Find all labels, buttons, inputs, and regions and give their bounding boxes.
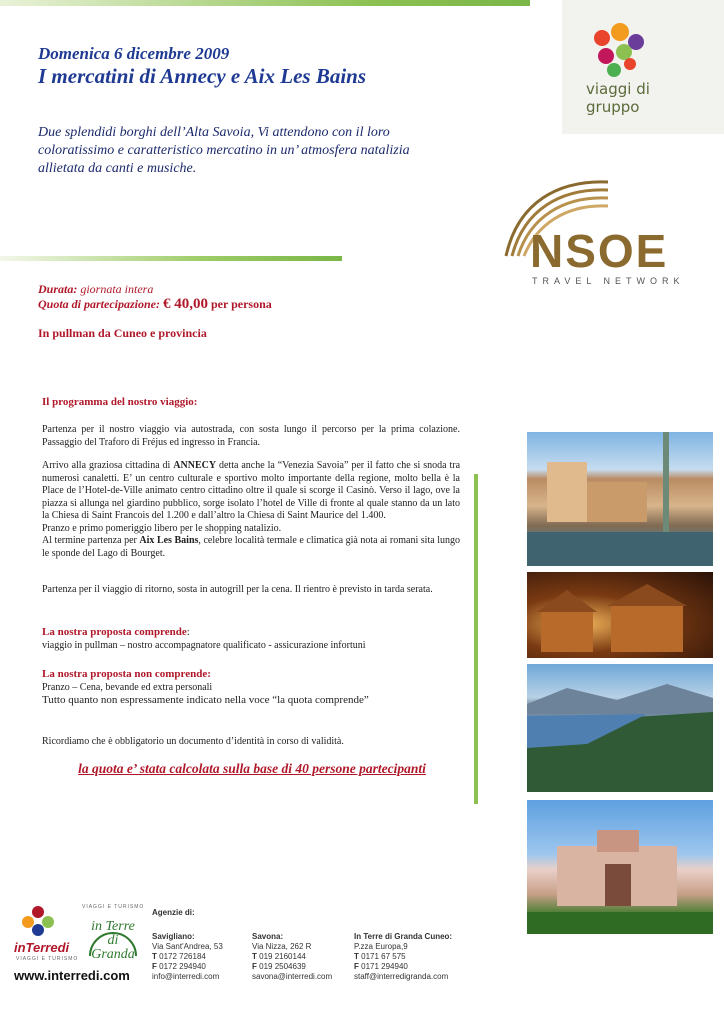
agency-savona: Savona: Via Nizza, 262 R T 019 2160144 F 019 2504639 savona@interredi.com bbox=[252, 932, 333, 981]
email-link[interactable]: savona@interredi.com bbox=[252, 972, 333, 981]
vertical-green-rule bbox=[474, 474, 478, 804]
includes-text: viaggio in pullman – nostro accompagnatore qualificato - assicurazione infortuni bbox=[42, 640, 366, 651]
intro-text: Due splendidi borghi dell’Alta Savoia, Vi attendono con il loro coloratissimo e caratteristico mercatino in un’ atmosfera natalizia allietata da canti e musiche. bbox=[38, 125, 410, 176]
tdg-subtitle: VIAGGI E TURISMO bbox=[82, 904, 145, 910]
nsoe-logo: NSOE bbox=[530, 225, 669, 277]
duration-line bbox=[38, 282, 153, 297]
viaggi-di-gruppo-text bbox=[586, 80, 650, 116]
middle-green-rule bbox=[0, 256, 342, 261]
nsoe-subtitle: TRAVEL NETWORK bbox=[532, 276, 685, 286]
aix-name: Aix Les Bains bbox=[139, 535, 199, 546]
duration-value: giornata intera bbox=[80, 282, 154, 296]
excludes-line-1: Pranzo – Cena, bevande ed extra personali bbox=[42, 682, 213, 693]
quota-label: Quota di partecipazione: bbox=[38, 297, 160, 311]
agency-savigliano: Savigliano: Via Sant'Andrea, 53 T 0172 726184 F 0172 294940 info@interredi.com bbox=[152, 932, 223, 981]
quota-line bbox=[38, 296, 272, 313]
program-paragraph-3: Partenza per il viaggio di ritorno, sosta in autogrill per la cena. Il rientro è previsto in tarda serata. bbox=[42, 584, 433, 595]
bus-departure: In pullman da Cuneo e provincia bbox=[38, 326, 207, 340]
agencies-heading: Agenzie di: bbox=[152, 908, 195, 917]
excludes-line-2: Tutto quanto non espressamente indicato nella voce “la quota comprende” bbox=[42, 694, 369, 706]
duration-label: Durata: bbox=[38, 282, 78, 296]
email-link[interactable]: staff@interredigranda.com bbox=[354, 972, 449, 981]
website-link[interactable]: www.interredi.com bbox=[14, 968, 130, 983]
christmas-market-photo bbox=[527, 572, 713, 658]
program-paragraph-2: Arrivo alla graziosa cittadina di ANNECY detta anche la “Venezia Savoia” per il fatto che si snoda tra numerosi canaletti. E’ un centro culturale e sportivo molto importante della regione, molto bella è la Place de l’Hotel-de-Ville animato centro cittadino oltre il quale si scorge il Casinò. Verso il lago, ove la piazza si allunga nel giardino pubblico, sorge isolato l’hotel de Ville di fronte al quale stanno da un lato la Chiesa di Saint Francois del 1.200 e dall’altro la Chiesa di Saint Maurice del 1.400. Pranzo e primo pomeriggio libero per le shopping natalizio. Al termine partenza per Aix Les Bains, celebre località termale e climatica già nota ai romani sita lungo le sponde del Lago di Bourget. bbox=[42, 460, 461, 559]
interredi-logo: inTerredi bbox=[14, 940, 70, 955]
lake-bourget-photo bbox=[527, 664, 713, 792]
price: € 40,00 bbox=[163, 296, 208, 312]
email-link[interactable]: info@interredi.com bbox=[152, 972, 220, 981]
includes-heading: La nostra proposta comprende: bbox=[42, 626, 190, 638]
viaggi-line-2: gruppo bbox=[586, 98, 640, 116]
annecy-canal-photo bbox=[527, 432, 713, 566]
interredi-subtitle: VIAGGI E TURISMO bbox=[16, 956, 79, 962]
program-paragraph-1: Partenza per il nostro viaggio via autostrada, con sosta lungo il percorso per la prima colazione. Passaggio del Traforo di Fréjus ed ingresso in Francia. bbox=[42, 424, 460, 448]
page-title: I mercatini di Annecy e Aix Les Bains bbox=[38, 64, 367, 88]
id-reminder: Ricordiamo che è obbligatorio un documento d’identità in corso di validità. bbox=[42, 736, 344, 747]
terre-di-granda-logo: in Terre di Granda bbox=[91, 919, 135, 962]
aix-casino-photo bbox=[527, 800, 713, 934]
event-date: Domenica 6 dicembre 2009 bbox=[38, 44, 230, 63]
program-heading: Il programma del nostro viaggio: bbox=[42, 396, 198, 408]
interredi-flower-icon bbox=[18, 902, 58, 938]
per-person: per persona bbox=[211, 297, 272, 311]
annecy-name: ANNECY bbox=[173, 460, 217, 471]
quota-note: la quota e’ stata calcolata sulla base di 40 persone partecipanti bbox=[78, 761, 426, 776]
viaggi-line-1: viaggi di bbox=[586, 80, 650, 98]
excludes-heading: La nostra proposta non comprende: bbox=[42, 668, 211, 680]
agency-cuneo: In Terre di Granda Cuneo: P.zza Europa,9 T 0171 67 575 F 0171 294940 staff@interredigranda.com bbox=[354, 932, 453, 981]
top-green-rule bbox=[0, 0, 530, 6]
